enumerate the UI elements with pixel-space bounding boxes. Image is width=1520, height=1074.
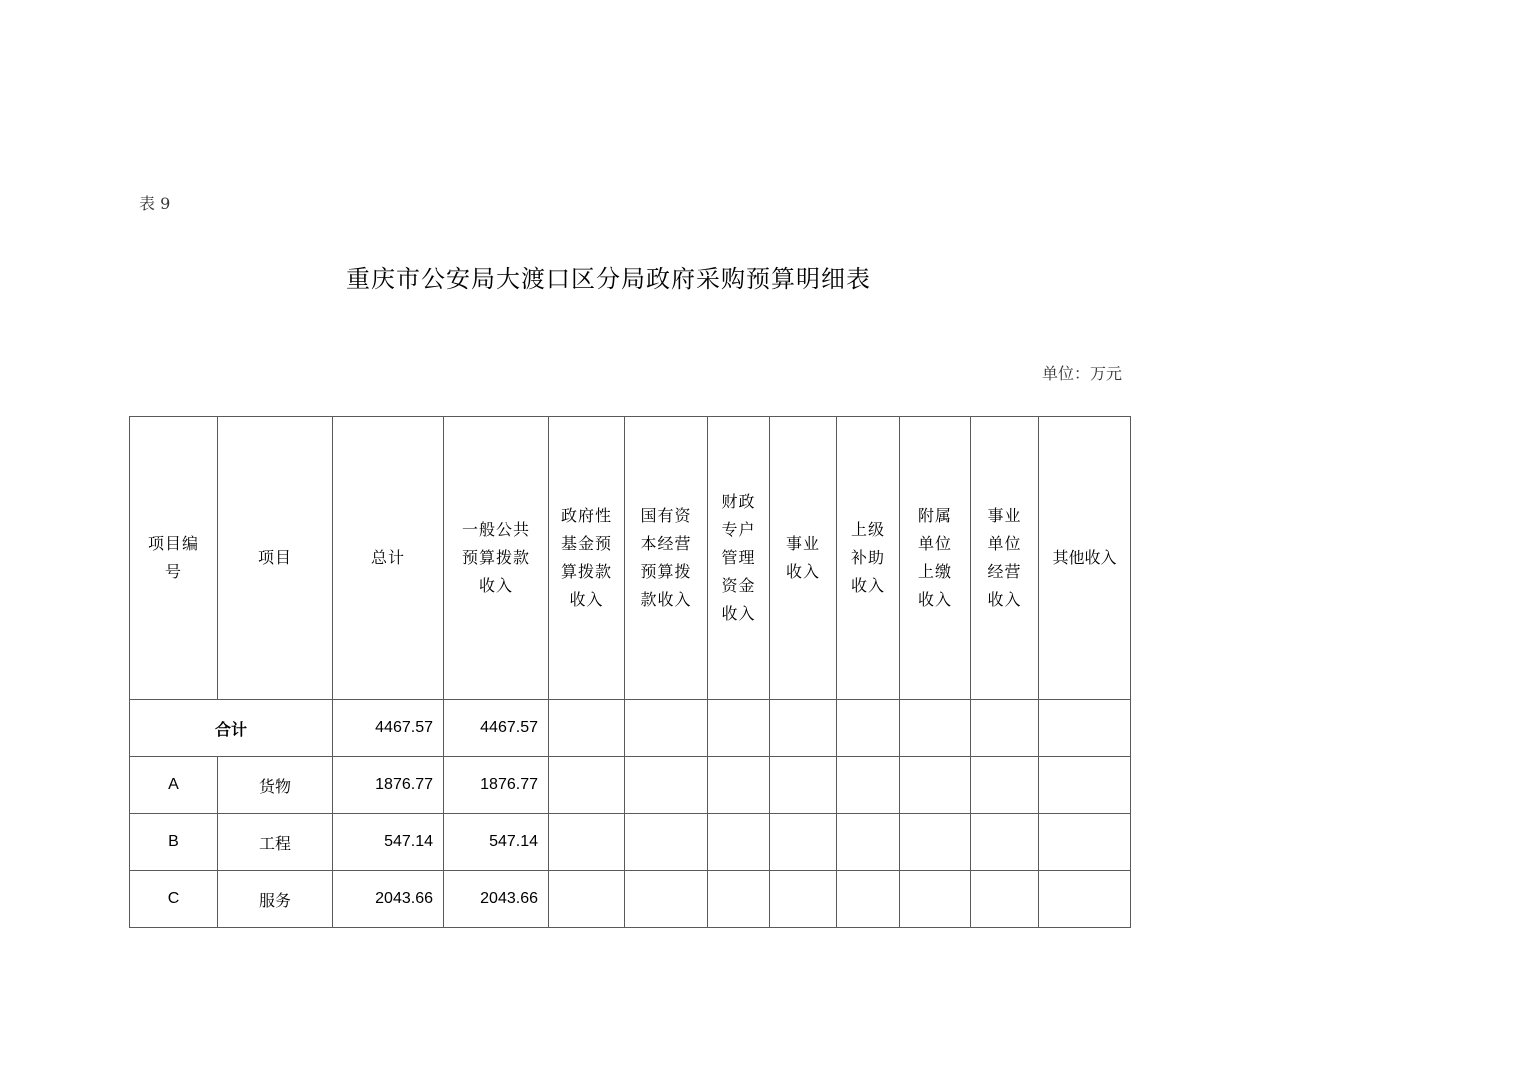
- empty-cell: [971, 871, 1039, 928]
- empty-cell: [549, 814, 625, 871]
- header-cell-gov-fund: 政府性基金预算拨款收入: [549, 417, 625, 700]
- empty-cell: [549, 871, 625, 928]
- table-row: [130, 757, 1131, 814]
- row-general-budget: 1876.77: [444, 757, 549, 814]
- header-cell-code: 项目编号: [130, 417, 218, 700]
- empty-cell: [900, 871, 971, 928]
- total-row-label: 合计: [130, 700, 333, 757]
- total-row-total: 4467.57: [333, 700, 444, 757]
- row-general-budget: 2043.66: [444, 871, 549, 928]
- row-code: A: [130, 757, 218, 814]
- row-total: 2043.66: [333, 871, 444, 928]
- table-row: [130, 871, 1131, 928]
- procurement-budget-table: [129, 416, 1131, 928]
- row-general-budget: 547.14: [444, 814, 549, 871]
- header-cell-general-budget: 一般公共预算拨款收入: [444, 417, 549, 700]
- empty-cell: [837, 814, 900, 871]
- header-cell-fiscal-special: 财政专户管理资金收入: [708, 417, 770, 700]
- total-row-general-budget: 4467.57: [444, 700, 549, 757]
- header-cell-affiliated-remit: 附属单位上缴收入: [900, 417, 971, 700]
- empty-cell: [1039, 700, 1131, 757]
- row-item: 服务: [218, 871, 333, 928]
- empty-cell: [971, 757, 1039, 814]
- page-title: 重庆市公安局大渡口区分局政府采购预算明细表: [346, 265, 871, 293]
- empty-cell: [971, 700, 1039, 757]
- empty-cell: [900, 757, 971, 814]
- empty-cell: [708, 700, 770, 757]
- table-number-label: 表 9: [139, 194, 171, 213]
- total-row: [130, 700, 1131, 757]
- empty-cell: [770, 757, 837, 814]
- row-item: 工程: [218, 814, 333, 871]
- empty-cell: [708, 814, 770, 871]
- header-cell-other-income: 其他收入: [1039, 417, 1131, 700]
- header-cell-superior-subsidy: 上级补助收入: [837, 417, 900, 700]
- empty-cell: [837, 757, 900, 814]
- empty-cell: [770, 700, 837, 757]
- empty-cell: [549, 700, 625, 757]
- header-cell-item: 项目: [218, 417, 333, 700]
- row-total: 547.14: [333, 814, 444, 871]
- header-cell-business-operating: 事业单位经营收入: [971, 417, 1039, 700]
- row-code: C: [130, 871, 218, 928]
- empty-cell: [549, 757, 625, 814]
- empty-cell: [900, 814, 971, 871]
- empty-cell: [837, 871, 900, 928]
- empty-cell: [1039, 757, 1131, 814]
- empty-cell: [708, 757, 770, 814]
- empty-cell: [625, 814, 708, 871]
- empty-cell: [625, 757, 708, 814]
- row-total: 1876.77: [333, 757, 444, 814]
- header-cell-total: 总计: [333, 417, 444, 700]
- empty-cell: [708, 871, 770, 928]
- unit-label: 单位：万元: [1041, 364, 1122, 383]
- table-row: [130, 814, 1131, 871]
- empty-cell: [837, 700, 900, 757]
- empty-cell: [770, 814, 837, 871]
- empty-cell: [625, 700, 708, 757]
- empty-cell: [770, 871, 837, 928]
- row-code: B: [130, 814, 218, 871]
- header-cell-state-capital: 国有资本经营预算拨款收入: [625, 417, 708, 700]
- empty-cell: [1039, 814, 1131, 871]
- row-item: 货物: [218, 757, 333, 814]
- empty-cell: [625, 871, 708, 928]
- header-row: [130, 417, 1131, 700]
- empty-cell: [971, 814, 1039, 871]
- empty-cell: [1039, 871, 1131, 928]
- header-cell-business-income: 事业收入: [770, 417, 837, 700]
- empty-cell: [900, 700, 971, 757]
